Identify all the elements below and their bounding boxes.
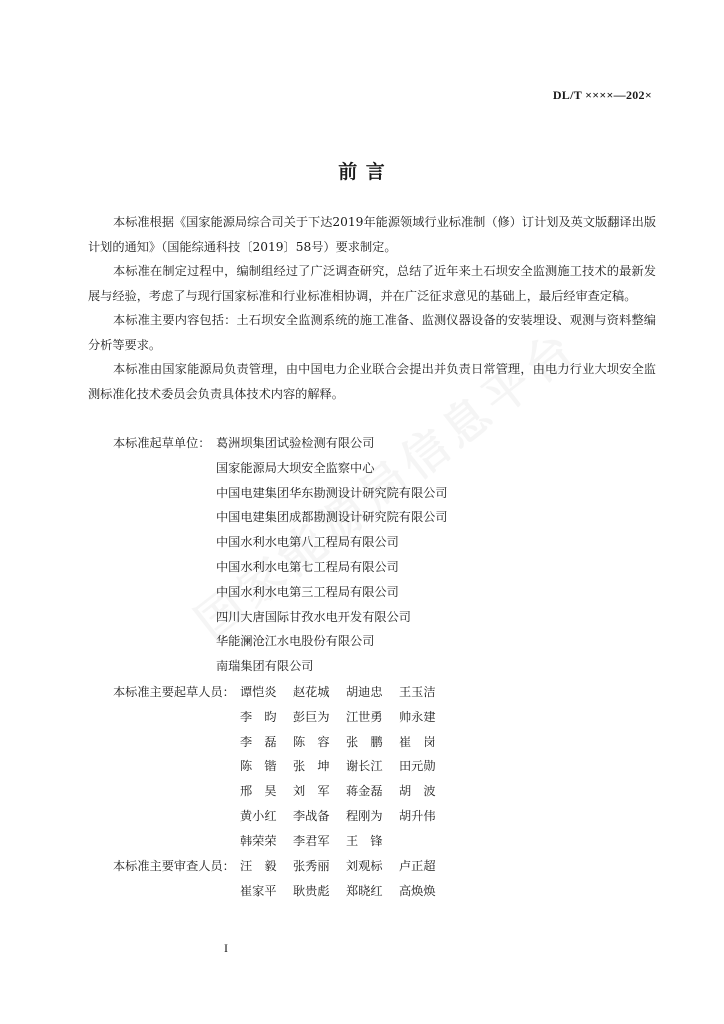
- paragraph-basis: 本标准根据《国家能源局综合司关于下达2019年能源领域行业标准制（修）订计划及英文版翻译出版计划的通知》（国能综通科技〔2019〕58号）要求制定。: [88, 215, 656, 254]
- drafting-units-label: 本标准起草单位：: [113, 436, 211, 450]
- drafting-unit: 中国水利水电第八工程局有限公司: [216, 535, 399, 550]
- person-name: 赵花城: [293, 685, 330, 699]
- person-name: 王 锋: [346, 833, 383, 848]
- person-name: 陈 容: [293, 734, 330, 749]
- main-reviewers-label: 本标准主要审查人员：: [113, 859, 235, 873]
- person-name: 李 昀: [240, 709, 277, 724]
- person-name: 张秀丽: [293, 859, 330, 873]
- drafting-unit: 国家能源局大坝安全监察中心: [216, 460, 375, 475]
- person-name: 胡迪忠: [346, 685, 383, 699]
- paragraph-process: 本标准在制定过程中，编制组经过了广泛调查研究，总结了近年来土石坝安全监测施工技术的最新发展与经验，考虑了与现行国家标准和行业标准相协调，并在广泛征求意见的基础上，最后经审查定稿。: [88, 264, 656, 303]
- person-name: 胡升伟: [399, 808, 436, 823]
- person-name: 帅永建: [399, 709, 436, 724]
- person-name: 黄小红: [240, 808, 277, 823]
- person-name: 张 坤: [293, 759, 330, 774]
- paragraph-content: 本标准主要内容包括：土石坝安全监测系统的施工准备、监测仪器设备的安装埋设、观测与资料整编分析等要求。: [88, 313, 656, 352]
- main-drafters-label: 本标准主要起草人员：: [113, 685, 235, 699]
- foreword-body: [88, 210, 656, 406]
- drafting-unit: 中国电建集团华东勘测设计研究院有限公司: [216, 485, 448, 500]
- drafting-unit: 南瑞集团有限公司: [216, 659, 314, 674]
- person-name: 卢正超: [399, 859, 436, 873]
- person-name: 崔家平: [240, 883, 277, 898]
- document-code: DL/T ××××—202×: [552, 88, 652, 102]
- page-title: 前 言: [338, 161, 386, 183]
- drafting-unit: 四川大唐国际甘孜水电开发有限公司: [216, 609, 411, 624]
- person-name: 王玉洁: [399, 685, 436, 699]
- person-name: 张 鹏: [346, 734, 383, 749]
- person-name: 李君军: [293, 833, 330, 848]
- drafting-unit: 中国水利水电第七工程局有限公司: [216, 559, 399, 574]
- person-name: 程刚为: [346, 808, 383, 823]
- drafting-unit: 中国电建集团成都勘测设计研究院有限公司: [216, 510, 448, 525]
- drafting-unit: 华能澜沧江水电股份有限公司: [216, 634, 375, 649]
- person-name: 陈 锴: [240, 759, 277, 774]
- page-number: I: [224, 941, 228, 955]
- person-name: 刘观标: [346, 859, 383, 873]
- person-name: 胡 波: [399, 784, 436, 799]
- person-name: 谭恺炎: [240, 685, 277, 699]
- person-name: 韩荣荣: [240, 833, 277, 848]
- person-name: 邢 昊: [240, 784, 277, 799]
- drafting-unit: 中国水利水电第三工程局有限公司: [216, 584, 399, 599]
- person-name: 谢长江: [346, 759, 383, 774]
- person-name: 江世勇: [346, 709, 383, 724]
- person-name: 蒋金磊: [346, 784, 383, 799]
- person-name: 刘 军: [293, 784, 330, 799]
- person-name: 耿贵彪: [293, 883, 330, 898]
- drafting-unit: 葛洲坝集团试验检测有限公司: [216, 436, 375, 450]
- person-name: 崔 岗: [399, 734, 436, 749]
- person-name: 高焕焕: [399, 883, 436, 898]
- person-name: 汪 毅: [240, 859, 277, 873]
- person-name: 彭巨为: [293, 709, 330, 724]
- person-name: 李战备: [293, 808, 330, 823]
- paragraph-management: 本标准由国家能源局负责管理，由中国电力企业联合会提出并负责日常管理，由电力行业大坝安全监测标准化技术委员会负责具体技术内容的解释。: [88, 362, 656, 401]
- person-name: 田元勋: [399, 759, 436, 774]
- person-name: 李 磊: [240, 734, 277, 749]
- person-name: 郑晓红: [346, 883, 383, 898]
